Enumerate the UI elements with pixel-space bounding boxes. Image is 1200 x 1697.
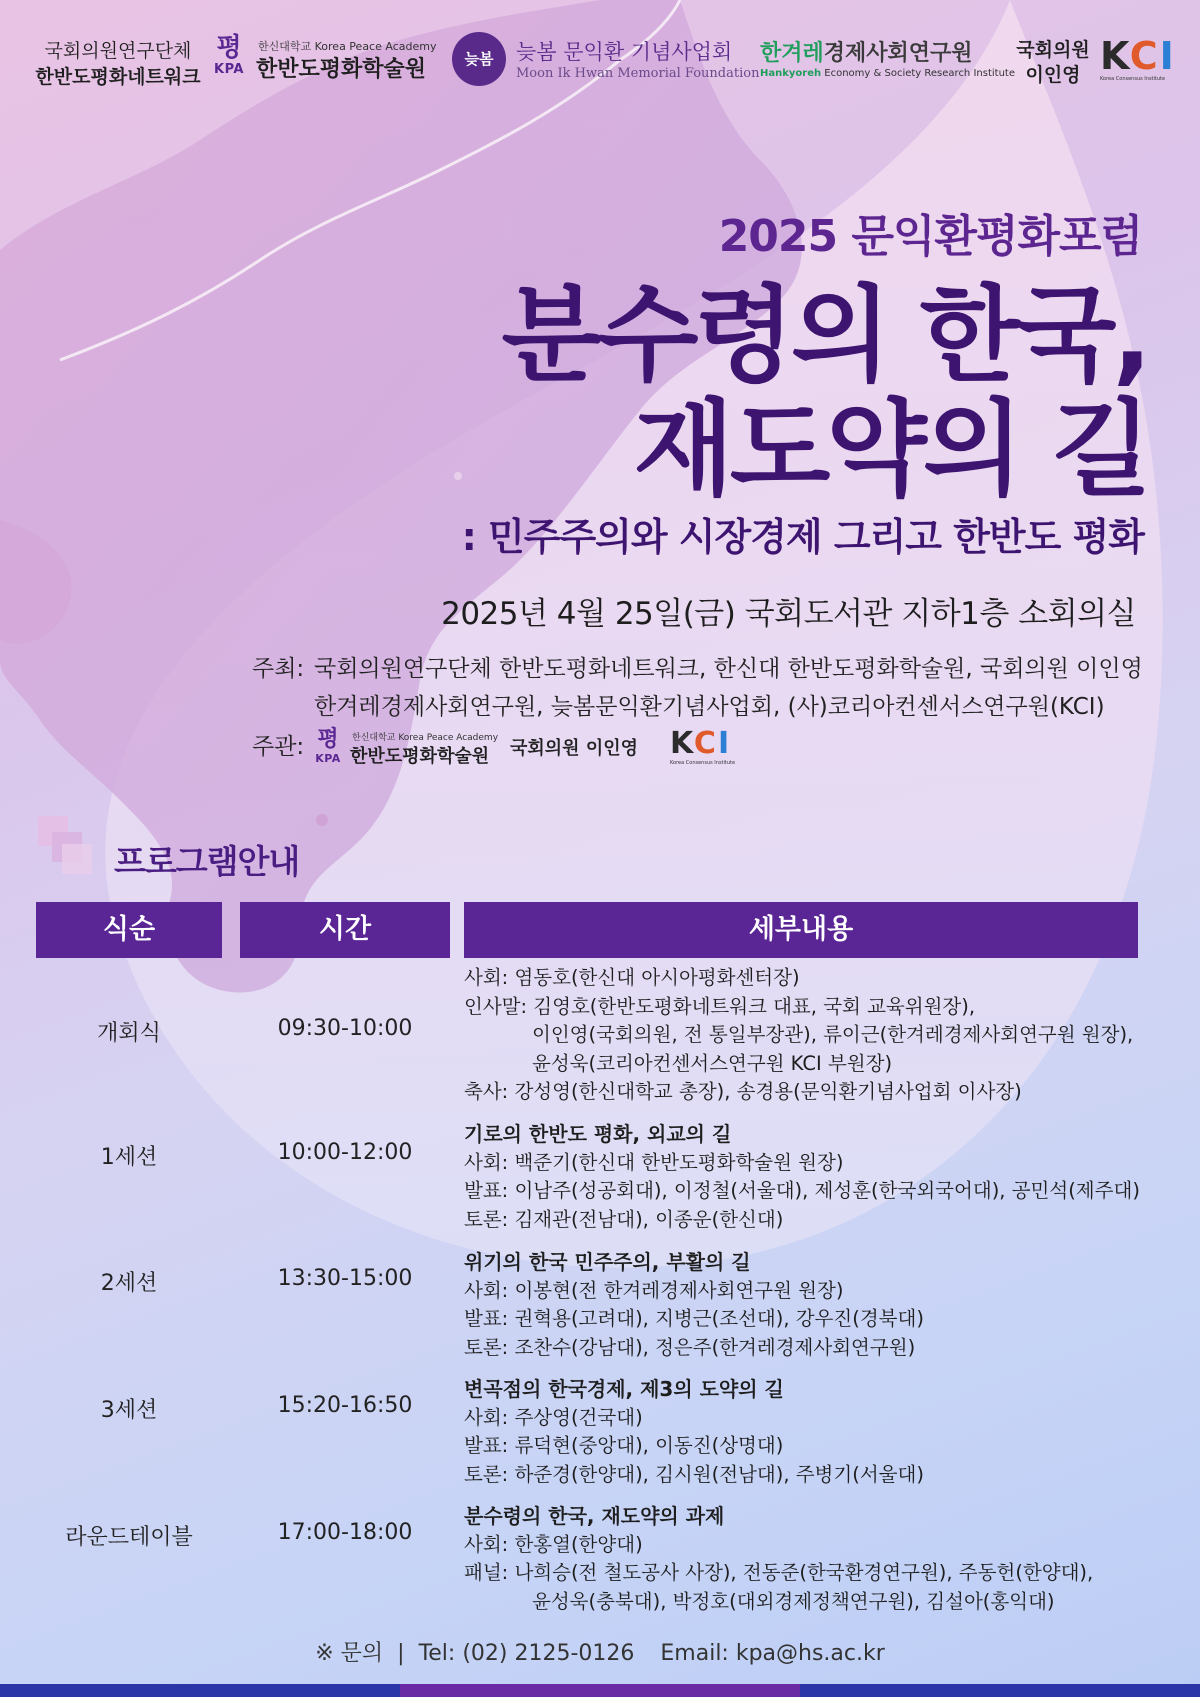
kci-letter-k: K	[1100, 34, 1130, 78]
kpa-mark-glyph: 평	[216, 33, 242, 63]
hankyoreh-logo	[760, 36, 1015, 88]
session-title: 변곡점의 한국경제, 제3의 도약의 길	[464, 1377, 784, 1401]
detail-line: 토론: 조찬수(강남대), 정은주(한겨레경제사회연구원)	[464, 1335, 916, 1359]
member-logo	[1010, 38, 1096, 88]
row-detail	[464, 1120, 1184, 1234]
footer-separator: |	[397, 1641, 405, 1666]
foundation-logo-main: 늦봄 문익환 기념사업회	[516, 40, 733, 64]
row-order: 3세션	[100, 1398, 158, 1423]
row-time: 13:30-15:00	[277, 1266, 413, 1291]
detail-line: 사회: 주상영(건국대)	[464, 1405, 643, 1429]
detail-line: 발표: 류덕현(중앙대), 이동진(상명대)	[464, 1434, 784, 1457]
row-time: 17:00-18:00	[277, 1520, 413, 1545]
detail-line: 패널: 나희승(전 철도공사 사장), 전동준(한국환경연구원), 주동헌(한양대),	[464, 1561, 1094, 1584]
network-logo-line2: 한반도평화네트워크	[35, 66, 201, 88]
detail-line: 사회: 한홍열(한양대)	[464, 1532, 643, 1556]
row-detail	[464, 1248, 1184, 1362]
detail-line: 발표: 이남주(성공회대), 이정철(서울대), 제성훈(한국외국어대), 공민석(제주대)	[464, 1179, 1140, 1202]
program-decoration-icon	[38, 816, 92, 876]
main-title-line2: 재도약의 길	[633, 388, 1148, 510]
row-detail	[464, 1502, 1184, 1616]
table-row	[0, 964, 1200, 1108]
detail-line: 사회: 백준기(한신대 한반도평화학술원 원장)	[464, 1150, 844, 1174]
detail-line: 윤성욱(충북대), 박정호(대외경제정책연구원), 김설아(홍익대)	[532, 1589, 1055, 1613]
network-logo	[28, 38, 208, 90]
organizer-kci-logo	[670, 728, 735, 766]
session-title: 기로의 한반도 평화, 외교의 길	[464, 1122, 732, 1146]
hosts-label: 주최:	[252, 656, 305, 682]
organizer-kci-k: K	[670, 726, 694, 761]
kpa-mark-icon	[214, 34, 244, 77]
kci-letter-i: I	[1159, 34, 1176, 78]
organizer-kpa-glyph: 평	[317, 727, 339, 752]
organizer-kci-sub: Korea Consensus Institute	[670, 760, 736, 766]
table-header-order: 식순	[36, 902, 222, 958]
main-title-line1: 분수령의 한국,	[501, 274, 1148, 396]
bottom-color-bar	[0, 1684, 1200, 1697]
table-row	[0, 1502, 1200, 1618]
map-dot	[316, 814, 328, 826]
row-time: 15:20-16:50	[277, 1393, 413, 1418]
organizer-kpa-text: KPA	[315, 752, 341, 765]
member-logo-line2: 이인영	[1025, 64, 1081, 86]
organizers-row	[252, 728, 852, 774]
row-order: 1세션	[100, 1145, 158, 1170]
hankyoreh-logo-dark: 경제사회연구원	[823, 41, 973, 66]
organizer-kci-c: C	[693, 726, 718, 761]
event-date-place: 2025년 4월 25일(금) 국회도서관 지하1층 소회의실	[441, 596, 1136, 632]
session-title: 분수령의 한국, 재도약의 과제	[464, 1504, 725, 1528]
detail-line: 토론: 김재관(전남대), 이종운(한신대)	[464, 1207, 784, 1231]
detail-line: 사회: 염동호(한신대 아시아평화센터장)	[464, 966, 800, 989]
table-header-detail: 세부내용	[464, 902, 1138, 958]
detail-line: 인사말: 김영호(한반도평화네트워크 대표, 국회 교육위원장),	[464, 994, 976, 1018]
hankyoreh-logo-green: 한겨레	[760, 41, 824, 66]
forum-title: 2025 문익환평화포럼	[718, 211, 1142, 262]
row-time: 09:30-10:00	[277, 1016, 413, 1041]
row-order: 개회식	[97, 1021, 161, 1046]
bottom-bar-accent	[400, 1684, 800, 1697]
organizer-kpa-sub: 한신대학교 Korea Peace Academy	[352, 733, 499, 743]
detail-line: 토론: 하준경(한양대), 김시원(전남대), 주병기(서울대)	[464, 1462, 924, 1486]
member-logo-line1: 국회의원	[1016, 39, 1090, 61]
row-order: 2세션	[100, 1271, 158, 1296]
main-title	[501, 274, 1149, 510]
kpa-logo	[214, 34, 450, 90]
hankyoreh-logo-sub-rest: Economy & Society Research Institute	[821, 68, 1015, 79]
kpa-mark-text: KPA	[214, 62, 244, 77]
hankyoreh-logo-main	[760, 36, 973, 67]
detail-line: 축사: 강성영(한신대학교 총장), 송경용(문익환기념사업회 이사장)	[464, 1080, 1022, 1103]
row-order: 라운드테이블	[65, 1525, 193, 1550]
network-logo-line1: 국회의원연구단체	[44, 40, 192, 62]
session-title: 위기의 한국 민주주의, 부활의 길	[464, 1250, 751, 1274]
foundation-logo	[452, 32, 760, 92]
kpa-logo-sub: 한신대학교 Korea Peace Academy	[258, 40, 437, 53]
hosts-line2: 한겨레경제사회연구원, 늦봄문익환기념사업회, (사)코리아컨센서스연구원(KCI)	[314, 694, 1105, 720]
kci-logo	[1100, 36, 1180, 86]
kci-letter-c: C	[1129, 34, 1160, 78]
foundation-logo-sub: Moon Ik Hwan Memorial Foundation	[516, 66, 760, 81]
row-time: 10:00-12:00	[277, 1140, 413, 1165]
row-detail	[464, 964, 1184, 1107]
organizer-kpa-main: 한반도평화학술원	[350, 746, 490, 767]
subtitle: : 민주주의와 시장경제 그리고 한반도 평화	[461, 515, 1144, 559]
hankyoreh-logo-sub-green: Hankyoreh	[760, 68, 822, 79]
inquiry-label: ※ 문의	[315, 1641, 384, 1666]
organizer-kpa-mark-icon	[314, 728, 342, 765]
table-row	[0, 1120, 1200, 1236]
contact-footer	[0, 1636, 1200, 1667]
detail-line: 발표: 권혁용(고려대), 지병근(조선대), 강우진(경북대)	[464, 1307, 924, 1330]
map-dot	[454, 472, 462, 480]
detail-line: 이인영(국회의원, 전 통일부장관), 류이근(한겨레경제사회연구원 원장),	[532, 1023, 1134, 1046]
table-row	[0, 1375, 1200, 1491]
table-row	[0, 1248, 1200, 1364]
hankyoreh-logo-sub	[760, 68, 1015, 79]
kci-mark-icon	[1100, 36, 1180, 76]
organizer-member: 국회의원 이인영	[510, 738, 638, 759]
detail-line: 사회: 이봉현(전 한겨레경제사회연구원 원장)	[464, 1278, 844, 1302]
organizer-kci-i: I	[717, 726, 732, 761]
organizer-kci-mark-icon	[670, 728, 735, 760]
program-title: 프로그램안내	[114, 842, 300, 881]
kci-logo-sub: Korea Consensus Institute	[1100, 76, 1166, 82]
contact-tel[interactable]: Tel: (02) 2125-0126	[418, 1641, 635, 1666]
contact-email[interactable]: Email: kpa@hs.ac.kr	[660, 1641, 885, 1666]
row-detail	[464, 1375, 1184, 1489]
detail-line: 윤성욱(코리아컨센서스연구원 KCI 부원장)	[532, 1051, 893, 1075]
organizer-kpa-logo	[314, 728, 514, 774]
kpa-logo-main: 한반도평화학술원	[256, 57, 427, 82]
organizers-label: 주관:	[252, 734, 305, 760]
hosts-line1: 국회의원연구단체 한반도평화네트워크, 한신대 한반도평화학술원, 국회의원 이인영	[314, 656, 1143, 682]
table-header-time: 시간	[240, 902, 450, 958]
foundation-seal-icon: 늦봄	[452, 32, 506, 86]
